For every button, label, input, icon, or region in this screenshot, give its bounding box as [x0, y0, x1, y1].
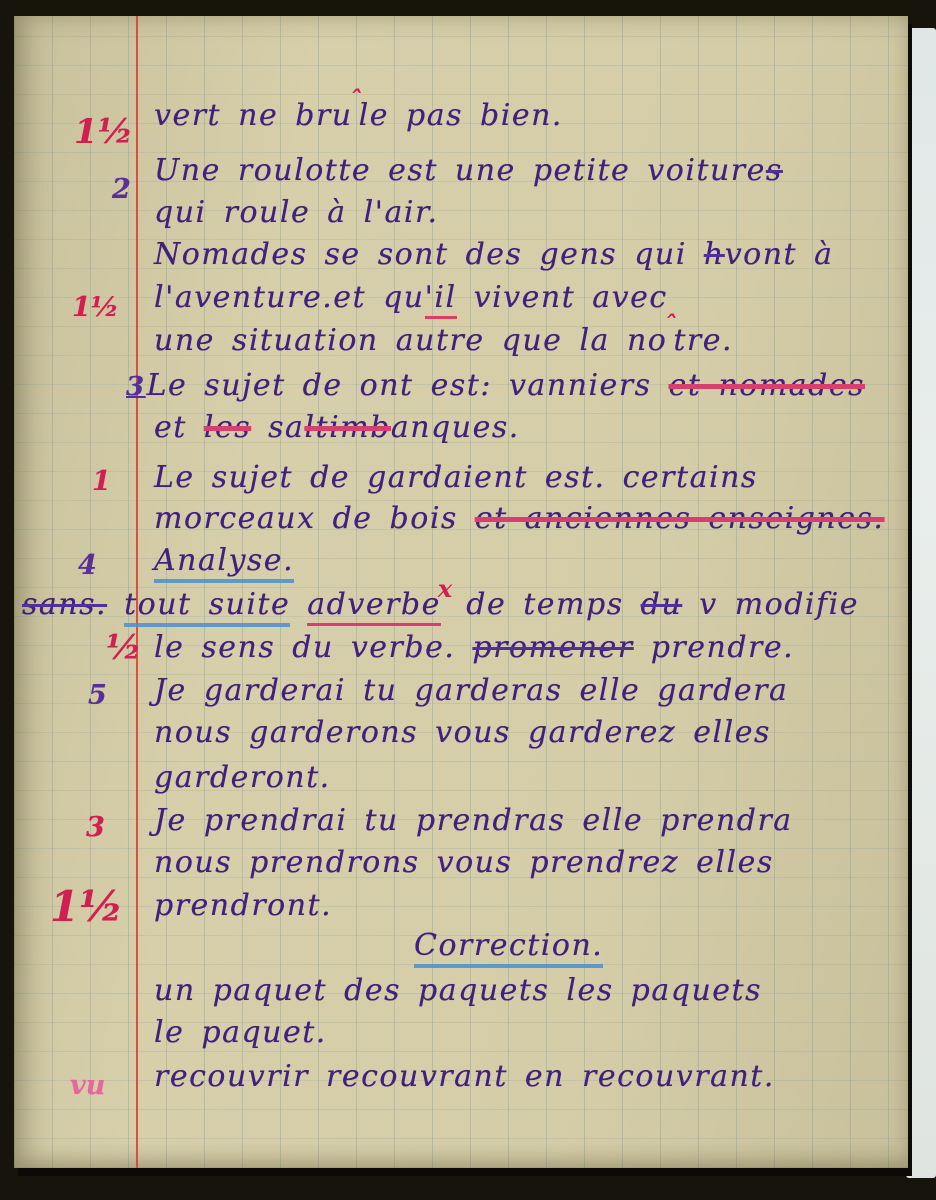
struck-text: sans. — [22, 587, 108, 622]
line-text: prendront. — [154, 888, 333, 923]
line-text: Une roulotte est une petite voiture — [154, 153, 766, 188]
margin-grade-mark: 1½ — [50, 882, 124, 931]
handwritten-line — [154, 461, 758, 495]
handwritten-line — [154, 502, 884, 536]
line-text: le paquet. — [154, 1015, 327, 1050]
question-number: 5 — [88, 680, 107, 711]
notebook-page — [14, 16, 908, 1168]
line-text: v modifie — [682, 587, 859, 622]
handwritten-line — [154, 238, 834, 272]
line-text: recouvrir recouvrant en recouvrant. — [154, 1059, 775, 1094]
struck-text-red: et nomades — [668, 368, 866, 403]
red-accent-mark: ˆ — [664, 310, 677, 339]
line-text: le sens du verbe. — [154, 630, 473, 665]
blue-underlined-text: tout suite — [124, 587, 290, 627]
margin-grade-mark: 1 — [92, 466, 111, 497]
struck-text: promener — [472, 630, 634, 665]
line-text: une situation autre que la no — [154, 323, 668, 358]
blue-underlined-text: Correction. — [414, 928, 603, 968]
handwritten-line — [154, 846, 774, 880]
margin-grade-mark: ½ — [106, 628, 142, 668]
struck-text-red: les — [203, 410, 252, 445]
line-text: morceaux de bois — [154, 501, 475, 536]
handwritten-line — [154, 281, 668, 315]
handwritten-line — [154, 196, 439, 230]
handwritten-line — [154, 1016, 327, 1050]
handwritten-line — [154, 631, 794, 665]
line-text: prendre. — [633, 630, 795, 665]
struck-text-red: et anciennes enseignes. — [474, 501, 885, 536]
handwritten-line — [154, 85, 563, 134]
question-number: 2 — [112, 174, 131, 205]
line-text: vert ne bru — [154, 98, 353, 133]
red-accent-mark: ˆ — [349, 85, 362, 114]
handwritten-line — [154, 974, 762, 1008]
line-text: de temps — [449, 587, 641, 622]
line-text: Le sujet de gardaient est. certains — [154, 460, 758, 495]
line-text: anques. — [390, 410, 520, 445]
line-text: sa — [251, 410, 305, 445]
handwritten-line — [154, 1060, 775, 1094]
line-text: tre. — [673, 323, 734, 358]
next-page-edge — [906, 28, 936, 1178]
struck-text: h — [703, 237, 725, 272]
line-text: Nomades se sont des gens qui — [154, 237, 704, 272]
handwritten-line — [154, 761, 331, 795]
handwritten-line — [126, 369, 865, 404]
question-number-inline: 3 — [126, 372, 146, 402]
line-text — [107, 587, 124, 622]
handwritten-line — [154, 804, 793, 838]
line-text: Je prendrai tu prendras elle prendra — [154, 803, 793, 838]
line-text: nous garderons vous garderez elles — [154, 715, 771, 750]
red-x-mark: x — [437, 574, 453, 603]
line-text: nous prendrons vous prendrez elles — [154, 845, 774, 880]
handwritten-line — [22, 574, 859, 623]
struck-text: du — [640, 587, 683, 622]
line-text: garderont. — [154, 760, 331, 795]
section-title — [414, 929, 603, 963]
handwritten-line — [154, 544, 294, 578]
handwritten-line — [154, 411, 520, 445]
margin-grade-mark: 3 — [86, 812, 105, 843]
line-text: vont à — [724, 237, 834, 272]
line-text: Je garderai tu garderas elle gardera — [154, 673, 789, 708]
red-underlined-text: 'il — [425, 280, 457, 319]
margin-grade-mark: 1½ — [74, 112, 134, 152]
line-text: qui roule à l'air. — [154, 195, 439, 230]
line-text: l'aventure.et qu — [154, 280, 425, 315]
struck-text-red: ltimb — [304, 410, 391, 445]
line-text: vivent avec — [456, 280, 668, 315]
margin-grade-mark: vu — [70, 1070, 106, 1101]
red-underlined-text: adverbe — [307, 587, 441, 626]
line-text — [290, 587, 307, 622]
line-text: le pas bien. — [358, 98, 563, 133]
handwritten-line — [154, 716, 771, 750]
handwritten-line — [154, 310, 734, 359]
line-text: et — [154, 410, 204, 445]
line-text: Le sujet de ont est: vanniers — [146, 368, 669, 403]
margin-grade-mark: 1½ — [72, 292, 119, 323]
handwritten-line — [154, 674, 788, 708]
blue-underlined-text: Analyse. — [154, 543, 294, 583]
struck-text: s — [765, 153, 783, 188]
handwritten-line — [154, 154, 783, 188]
line-text: un paquet des paquets les paquets — [154, 973, 762, 1008]
question-number: 4 — [78, 550, 97, 581]
handwritten-line — [154, 889, 332, 923]
